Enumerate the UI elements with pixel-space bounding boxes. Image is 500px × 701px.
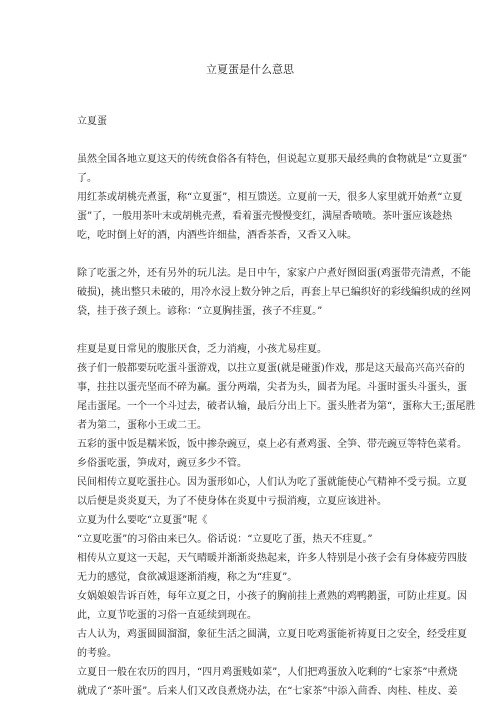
text-line: 民间相传立夏吃蛋拄心。因为蛋形如心，人们认为吃了蛋就能使心气精神不受亏损。立夏 [77,477,467,488]
text-line: 立夏日一般在农历的四月，“四月鸡蛋贱如菜”，人们把鸡蛋放入吃剩的“七家茶”中煮烧 [77,667,458,678]
text-line: 尾击蛋尾。一个一个斗过去，破者认输，最后分出上下。蛋头胜者为第“，蛋称大王;蛋尾胜 [77,401,476,412]
text-line: 了。 [77,173,97,184]
paragraph-gap [77,131,437,150]
paragraph [77,150,468,245]
text-line: 此，立夏节吃蛋的习俗一直延续到现在。 [77,610,257,621]
text-line: 相传从立夏这一天起，天气晴暖并渐渐炎热起来，许多人特别是小孩子会有身体疲劳四肢 [77,553,467,564]
text-line: 女娲娘娘告诉百姓，每年立夏之日，小孩子的胸前挂上煮熟的鸡鸭鹅蛋，可防止疰夏。因 [77,591,467,602]
text-line: 疰夏是夏日常见的腹胀厌食，乏力消瘦，小孩尤易疰夏。 [77,344,327,355]
text-line: 无力的感觉，食欲减退逐渐消瘦，称之为“疰夏”。 [77,572,298,583]
text-line: 除了吃蛋之外，还有另外的玩儿法。是日中午，家家户户煮好囫囵蛋(鸡蛋带壳清煮，不能 [77,268,471,279]
text-line: 古人认为，鸡蛋圆圆溜溜，象征生活之圆满，立夏日吃鸡蛋能祈祷夏日之安全，经受疰夏 [77,629,467,640]
text-line: 五彩的蛋中饭是糯米饭，饭中掺杂豌豆，桌上必有煮鸡蛋、全笋、带壳豌豆等特色菜肴。 [77,439,467,450]
text-line: 吃，吃时倒上好的酒，内酒些许细盐，酒香茶香，又香又入味。 [77,230,357,241]
text-line: 立夏为什么要吃“立夏蛋”呢《 [77,515,208,526]
paragraph [77,264,471,321]
text-line: 的考验。 [77,648,117,659]
text-line: 者为第二，蛋称小王或二王。 [77,420,207,431]
paragraph [77,340,476,701]
text-line: 袋，挂于孩子颈上。谚称：“立夏胸挂蛋，孩子不疰夏。” [77,306,323,317]
page-title: 立夏蛋是什么意思 [206,63,294,76]
paragraph-gap [77,245,437,264]
text-line: 蛋”了，一般用茶叶末或胡桃壳煮，看着蛋壳慢慢变红，满屋香喷喷。茶叶蛋应该趁热 [77,211,453,222]
text-line: 虽然全国各地立夏这天的传统食俗各有特色，但说起立夏那天最经典的食物就是“立夏蛋” [77,154,468,165]
article-body [77,112,476,701]
paragraph-gap [77,321,437,340]
text-line: 用红茶或胡桃壳煮蛋，称“立夏蛋”，相互馈送。立夏前一天，很多人家里就开始煮“立夏 [77,192,463,203]
paragraph [77,112,437,131]
text-line: “立夏吃蛋”的习俗由来已久。俗话说：“立夏吃了蛋，热天不疰夏。” [77,534,373,545]
text-line: 以后便是炎炎夏天，为了不使身体在炎夏中亏损消瘦，立夏应该进补。 [77,496,387,507]
text-line: 立夏蛋 [77,116,107,127]
text-line: 破损)，挑出整只未破的，用冷水浸上数分钟之后，再套上早已编织好的彩线编织成的丝网 [77,287,471,298]
text-line: 就成了“茶叶蛋”。后来人们又改良煮烧办法，在“七家茶”中添入茴香、肉桂、桂皮、姜 [77,686,458,697]
text-line: 孩子们一般都要玩吃蛋斗蛋游戏，以拄立夏蛋(就是碰蛋)作戏，那是这天最高兴高兴奋的 [77,363,465,374]
text-line: 乡俗蛋吃蛋，笋成对，豌豆多少不管。 [77,458,247,469]
text-line: 事，拄拄以蛋壳坚而不碎为赢。蛋分两端，尖者为头，圆者为尾。斗蛋时蛋头斗蛋头，蛋 [77,382,467,393]
